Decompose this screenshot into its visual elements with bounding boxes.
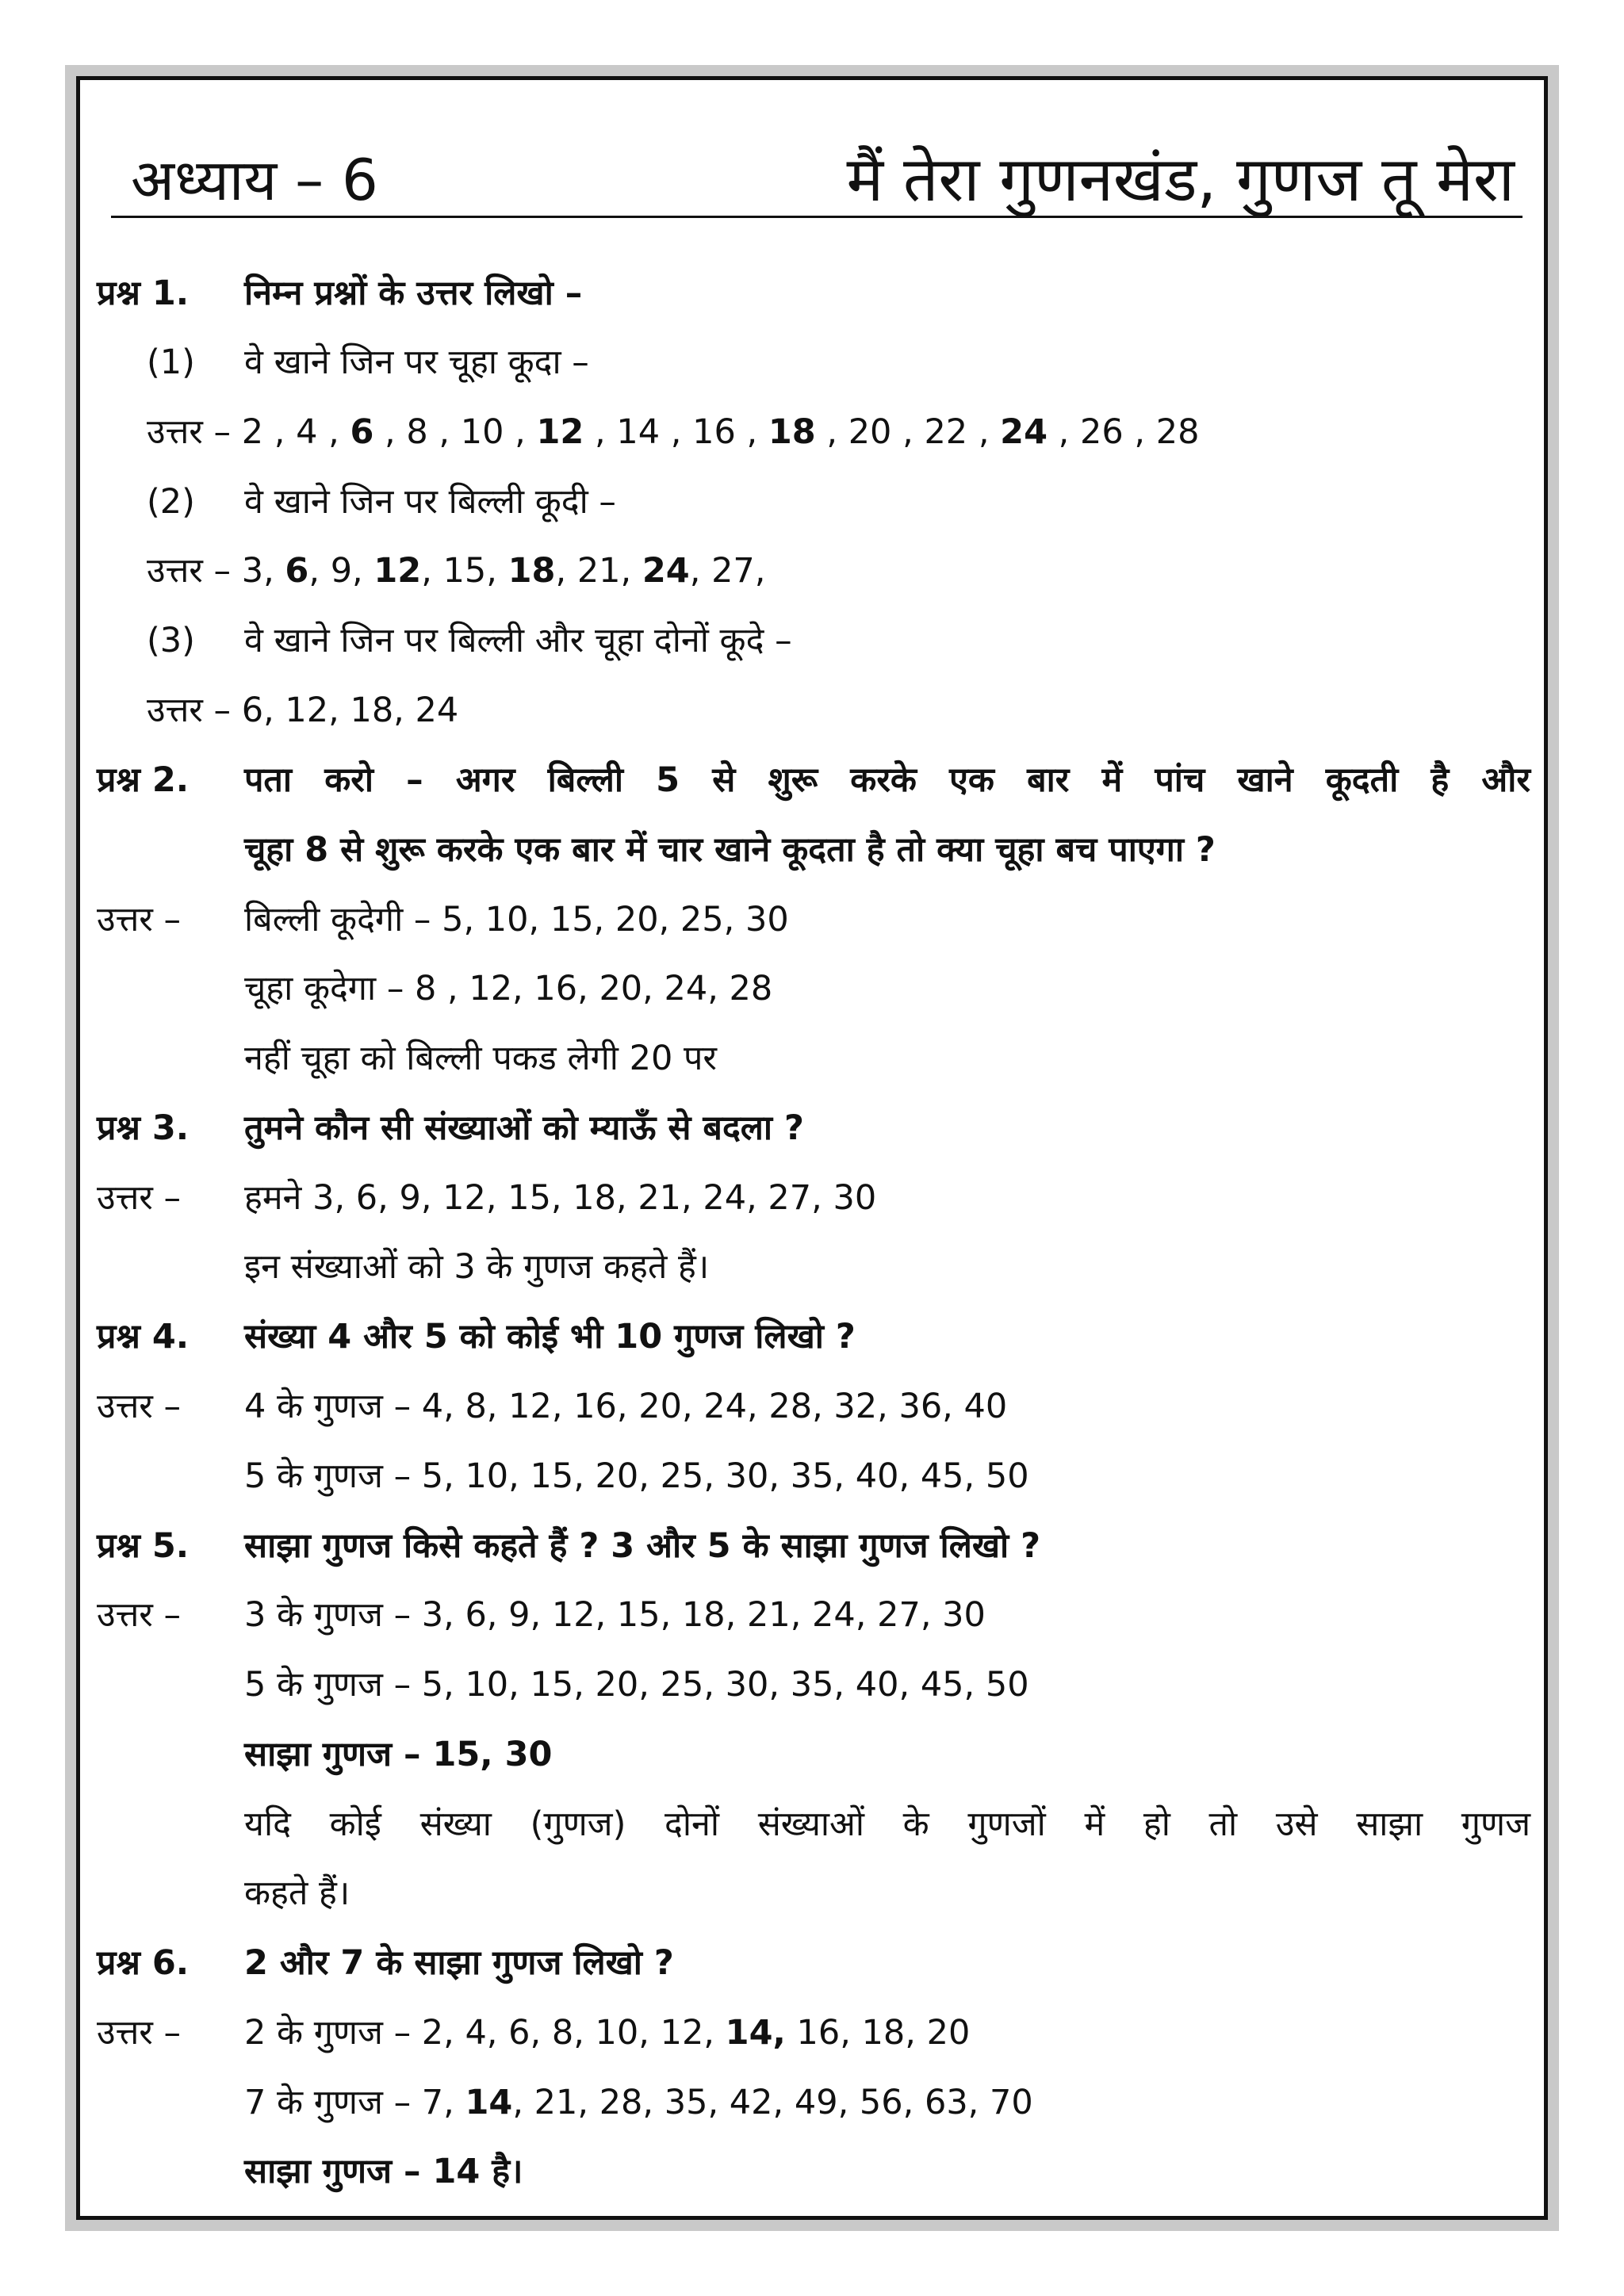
question-2-label: प्रश्न 2. bbox=[97, 760, 190, 800]
definition-line-2: कहते हैं। bbox=[244, 1873, 350, 1913]
answer-value: 21 bbox=[576, 551, 621, 591]
answer-1-3 bbox=[147, 687, 458, 734]
answer-5-line-2: 5 के गुणज – 5, 10, 15, 20, 25, 30, 35, 40, 45, 50 bbox=[244, 1665, 1029, 1705]
answer-values: 6, 12, 18, 24 bbox=[241, 691, 459, 730]
sub-question-1 bbox=[147, 339, 589, 386]
answer-2-line-1: बिल्ली कूदेगी – 5, 10, 15, 20, 25, 30 bbox=[244, 900, 789, 939]
chapter-title: मैं तेरा गुणनखंड, गुणज तू मेरा bbox=[846, 144, 1515, 216]
answer-value: 3 bbox=[241, 551, 264, 591]
sub-question-text: वे खाने जिन पर बिल्ली कूदी – bbox=[244, 482, 616, 522]
answer-value: 15 bbox=[442, 551, 487, 591]
question-5-text: साझा गुणज किसे कहते हैं ? 3 और 5 के साझा गुणज लिखो ? bbox=[244, 1526, 1041, 1566]
sub-question-number: (1) bbox=[147, 342, 195, 382]
answer-value: 10 bbox=[460, 412, 504, 452]
sub-question-2 bbox=[147, 478, 616, 526]
answer-label: उत्तर – bbox=[147, 551, 232, 591]
sub-question-number: (3) bbox=[147, 621, 195, 660]
answer-value: 9 bbox=[330, 551, 353, 591]
answer-value: 20 bbox=[848, 412, 892, 452]
answer-2-label: उत्तर – bbox=[97, 900, 182, 939]
question-6-text: 2 और 7 के साझा गुणज लिखो ? bbox=[244, 1943, 674, 1983]
question-1 bbox=[97, 270, 583, 317]
answer-2-line-3: नहीं चूहा को बिल्ली पकड लेगी 20 पर bbox=[244, 1039, 718, 1078]
answer-6-line-1 bbox=[244, 2009, 970, 2057]
answer-value: 12 bbox=[536, 412, 584, 452]
question-label: प्रश्न 1. bbox=[97, 274, 190, 313]
answer-values: 3, 6, 9, 12, 15, 18, 21, 24, 27, bbox=[241, 551, 766, 591]
answer-label: उत्तर – bbox=[147, 691, 232, 730]
answer-value: 4 bbox=[296, 412, 318, 452]
answer-1-1 bbox=[147, 408, 1199, 456]
answer-5-common-multiples: साझा गुणज – 15, 30 bbox=[244, 1735, 553, 1774]
answer-text: 2 के गुणज – 2, 4, 6, 8, 10, 12, bbox=[244, 2013, 714, 2053]
chapter-header bbox=[131, 135, 1515, 222]
answer-value: 18 bbox=[768, 412, 816, 452]
answer-value: 24 bbox=[1000, 412, 1048, 452]
question-text: निम्न प्रश्नों के उत्तर लिखो – bbox=[244, 274, 583, 313]
answer-4-line-1: 4 के गुणज – 4, 8, 12, 16, 20, 24, 28, 32, 36, 40 bbox=[244, 1387, 1008, 1426]
sub-question-number: (2) bbox=[147, 482, 195, 522]
answer-5-line-1: 3 के गुणज – 3, 6, 9, 12, 15, 18, 21, 24, 27, 30 bbox=[244, 1595, 986, 1635]
answer-3-label: उत्तर – bbox=[97, 1178, 182, 1218]
answer-4-label: उत्तर – bbox=[97, 1387, 182, 1426]
question-5-label: प्रश्न 5. bbox=[97, 1526, 190, 1566]
answer-5-label: उत्तर – bbox=[97, 1595, 182, 1635]
answer-value: 6 bbox=[350, 412, 374, 452]
answer-value: 28 bbox=[1155, 412, 1200, 452]
answer-value: 26 bbox=[1080, 412, 1124, 452]
answer-text: 16, 18, 20 bbox=[796, 2013, 971, 2053]
answer-label: उत्तर – bbox=[147, 412, 232, 452]
answer-value: 8 bbox=[406, 412, 428, 452]
answer-text: 7 के गुणज – 7, bbox=[244, 2083, 454, 2122]
question-2-text-line-1: पता करो – अगर बिल्ली 5 से शुरू करके एक बार में पांच खाने कूदती है और bbox=[244, 760, 1530, 800]
common-multiple-highlight: 14, bbox=[725, 2013, 786, 2053]
answer-6-line-2 bbox=[244, 2079, 1033, 2126]
answer-value: 24 bbox=[642, 551, 690, 591]
answer-2-line-2: चूहा कूदेगा – 8 , 12, 16, 20, 24, 28 bbox=[244, 969, 773, 1008]
sub-question-text: वे खाने जिन पर चूहा कूदा – bbox=[244, 342, 589, 382]
question-6-label: प्रश्न 6. bbox=[97, 1943, 190, 1983]
answer-values: 2 , 4 , 6 , 8 , 10 , 12 , 14 , 16 , 18 , 20 , 22 , 24 , 26 , 28 bbox=[241, 412, 1200, 452]
answer-6-common-multiples: साझा गुणज – 14 है। bbox=[244, 2152, 523, 2191]
question-3-text: तुमने कौन सी संख्याओं को म्याऊँ से बदला ? bbox=[244, 1108, 804, 1148]
answer-3-line-2: इन संख्याओं को 3 के गुणज कहते हैं। bbox=[244, 1247, 710, 1287]
answer-value: 22 bbox=[924, 412, 968, 452]
chapter-number: अध्याय – 6 bbox=[131, 147, 378, 213]
question-3-label: प्रश्न 3. bbox=[97, 1108, 190, 1148]
answer-value: 18 bbox=[508, 551, 556, 591]
question-4-label: प्रश्न 4. bbox=[97, 1317, 190, 1357]
answer-value: 2 bbox=[241, 412, 264, 452]
answer-6-label: उत्तर – bbox=[97, 2013, 182, 2053]
sub-question-3 bbox=[147, 617, 792, 664]
header-rule bbox=[111, 216, 1522, 218]
answer-4-line-2: 5 के गुणज – 5, 10, 15, 20, 25, 30, 35, 40, 45, 50 bbox=[244, 1456, 1029, 1496]
question-2-text-line-2: चूहा 8 से शुरू करके एक बार में चार खाने कूदता है तो क्या चूहा बच पाएगा ? bbox=[244, 830, 1216, 870]
answer-value: 14 bbox=[616, 412, 661, 452]
answer-value: 12 bbox=[373, 551, 422, 591]
answer-value: 16 bbox=[692, 412, 736, 452]
sub-question-text: वे खाने जिन पर बिल्ली और चूहा दोनों कूदे – bbox=[244, 621, 792, 660]
answer-1-2 bbox=[147, 547, 765, 595]
answer-3-line-1: हमने 3, 6, 9, 12, 15, 18, 21, 24, 27, 30 bbox=[244, 1178, 877, 1218]
answer-text: , 21, 28, 35, 42, 49, 56, 63, 70 bbox=[512, 2083, 1033, 2122]
answer-value: 6 bbox=[285, 551, 309, 591]
question-4-text: संख्या 4 और 5 को कोई भी 10 गुणज लिखो ? bbox=[244, 1317, 856, 1357]
definition-line-1: यदि कोई संख्या (गुणज) दोनों संख्याओं के गुणजों में हो तो उसे साझा गुणज bbox=[244, 1804, 1530, 1844]
answer-value: 27 bbox=[711, 551, 755, 591]
common-multiple-highlight: 14 bbox=[465, 2083, 513, 2122]
